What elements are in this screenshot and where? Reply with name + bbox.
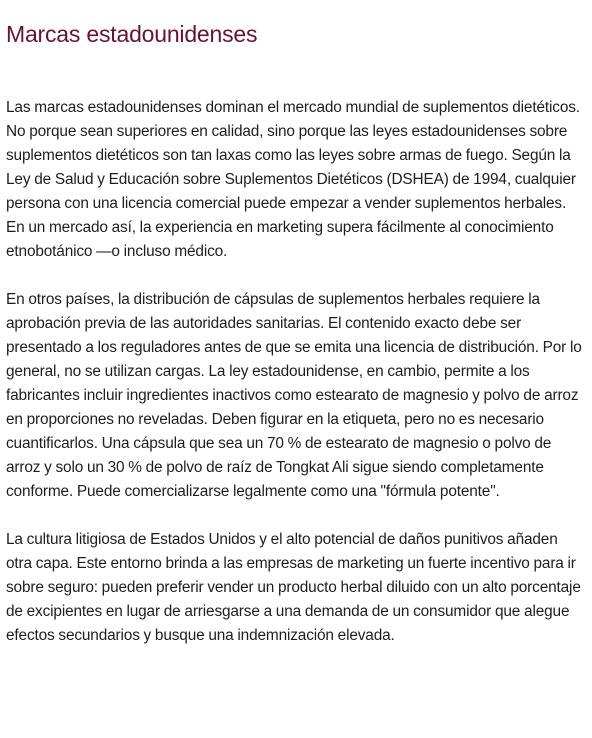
article-title: Marcas estadounidenses [6,21,258,47]
article-paragraph-2: En otros países, la distribución de cápsulas de suplementos herbales requiere la aprobación previa de las autoridades sanitarias. El contenido exacto debe ser presentado a los reguladores antes de que se emita una licencia de distribución. Por lo general, no se utilizan cargas. La ley estadounidense, en cambio, permite a los fabricantes incluir ingredientes inactivos como estearato de magnesio y polvo de arroz en proporciones no reveladas. Deben figurar en la etiqueta, pero no es necesario cuantificarlos. Una cápsula que sea un 70 % de estearato de magnesio o polvo de arroz y solo un 30 % de polvo de raíz de Tongkat Ali sigue siendo completamente conforme. Puede comercializarse legalmente como una "fórmula potente". [6,291,582,500]
article-paragraph-1: Las marcas estadounidenses dominan el mercado mundial de suplementos dietéticos. No porque sean superiores en calidad, sino porque las leyes estadounidenses sobre suplementos dietéticos son tan laxas como las leyes sobre armas de fuego. Según la Ley de Salud y Educación sobre Suplementos Dietéticos (DSHEA) de 1994, cualquier persona con una licencia comercial puede empezar a vender suplementos herbales. En un mercado así, la experiencia en marketing supera fácilmente al conocimiento etnobotánico —o incluso médico. [6,99,580,260]
article-paragraph-3: La cultura litigiosa de Estados Unidos y el alto potencial de daños punitivos añaden otra capa. Este entorno brinda a las empresas de marketing un fuerte incentivo para ir sobre seguro: pueden preferir vender un producto herbal diluido con un alto porcentaje de excipientes en lugar de arriesgarse a una demanda de un consumidor que alegue efectos secundarios y busque una indemnización elevada. [6,531,581,644]
